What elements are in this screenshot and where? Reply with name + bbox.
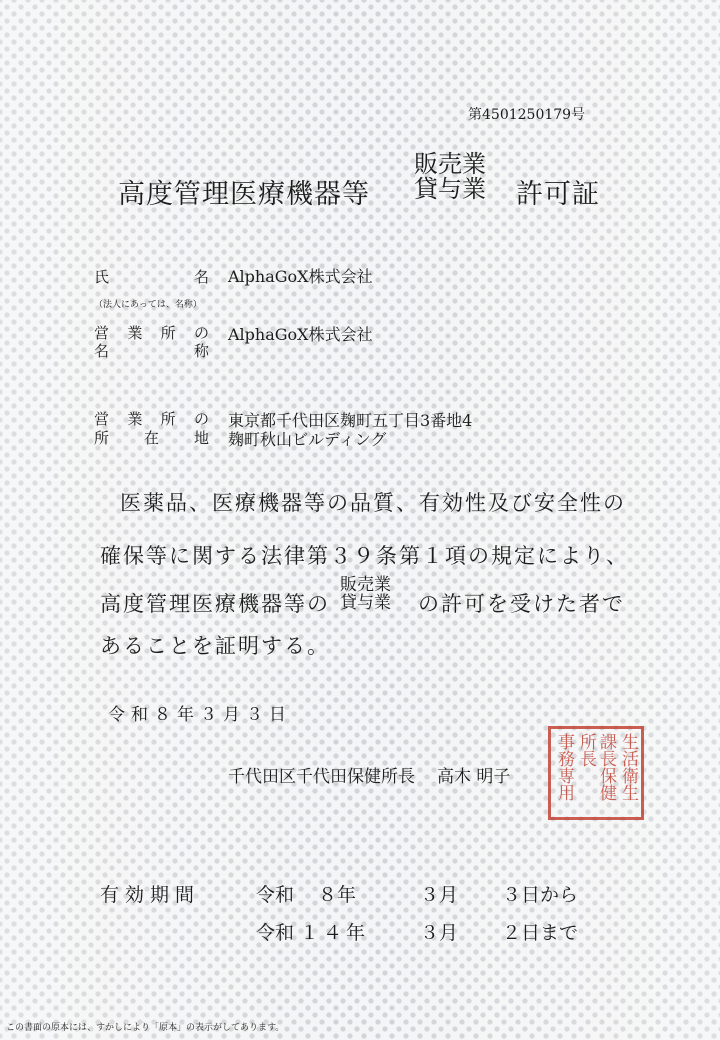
body-sales-business: 販売業 <box>340 575 391 595</box>
body-line-2: 確保等に関する法律第３９条第１項の規定により、 <box>100 544 629 568</box>
office-name-label-line1: 営 業 所 の <box>94 324 209 342</box>
validity-from-month: ３月 <box>420 884 459 906</box>
validity-from-era: 令和 <box>256 884 295 906</box>
title-suffix: 許可証 <box>516 179 600 210</box>
office-name-label-line2: 名 称 <box>94 342 209 360</box>
name-note: （法人にあっては、名称） <box>94 300 202 310</box>
official-seal <box>548 726 644 820</box>
body-line-3-after: の許可を受けた者で <box>418 592 625 616</box>
issue-date: 令和８年３月３日 <box>108 705 292 725</box>
name-label: 氏 名 <box>94 268 209 286</box>
issuer-name: 高木 明子 <box>437 767 511 787</box>
body-line-3-before: 高度管理医療機器等の <box>100 592 330 616</box>
title-main: 高度管理医療機器等 <box>118 179 370 210</box>
body-business-types <box>340 576 391 612</box>
validity-from-year: ８年 <box>318 884 357 906</box>
certificate-number: 第4501250179号 <box>468 107 586 123</box>
seal-text-column: 課長保健所長 <box>576 733 616 801</box>
body-line-1: 医薬品、医療機器等の品質、有効性及び安全性の <box>120 491 626 515</box>
office-address-label-line1: 営 業 所 の <box>94 410 209 428</box>
office-address-line2: 麹町秋山ビルディング <box>228 430 387 449</box>
validity-to-year: １４年 <box>300 922 370 944</box>
title-lending-business: 貸与業 <box>414 175 486 203</box>
validity-from-day: ３日から <box>502 884 579 906</box>
body-line-4: あることを証明する。 <box>100 634 330 658</box>
title-sales-business: 販売業 <box>414 150 486 178</box>
seal-text-column: 事務専用 <box>554 733 574 801</box>
office-name-value: AlphaGoX株式会社 <box>228 325 373 344</box>
body-lending-business: 貸与業 <box>340 593 391 613</box>
validity-to-month: ３月 <box>420 922 459 944</box>
issuer <box>228 762 510 787</box>
office-address-line1: 東京都千代田区麹町五丁目3番地4 <box>228 411 473 430</box>
title-business-types <box>414 152 486 202</box>
validity-to-day: ２日まで <box>502 922 579 944</box>
validity-label: 有効期間 <box>100 884 201 906</box>
office-address-label-line2: 所 在 地 <box>94 429 209 447</box>
issuer-title: 千代田区千代田保健所長 <box>228 767 415 787</box>
footer-note: この書面の原本には、すかしにより「原本」の表示がしてあります。 <box>6 1023 285 1033</box>
name-value: AlphaGoX株式会社 <box>228 267 373 286</box>
validity-to-era: 令和 <box>256 922 295 944</box>
seal-text-column: 生活衛生 <box>618 733 638 801</box>
